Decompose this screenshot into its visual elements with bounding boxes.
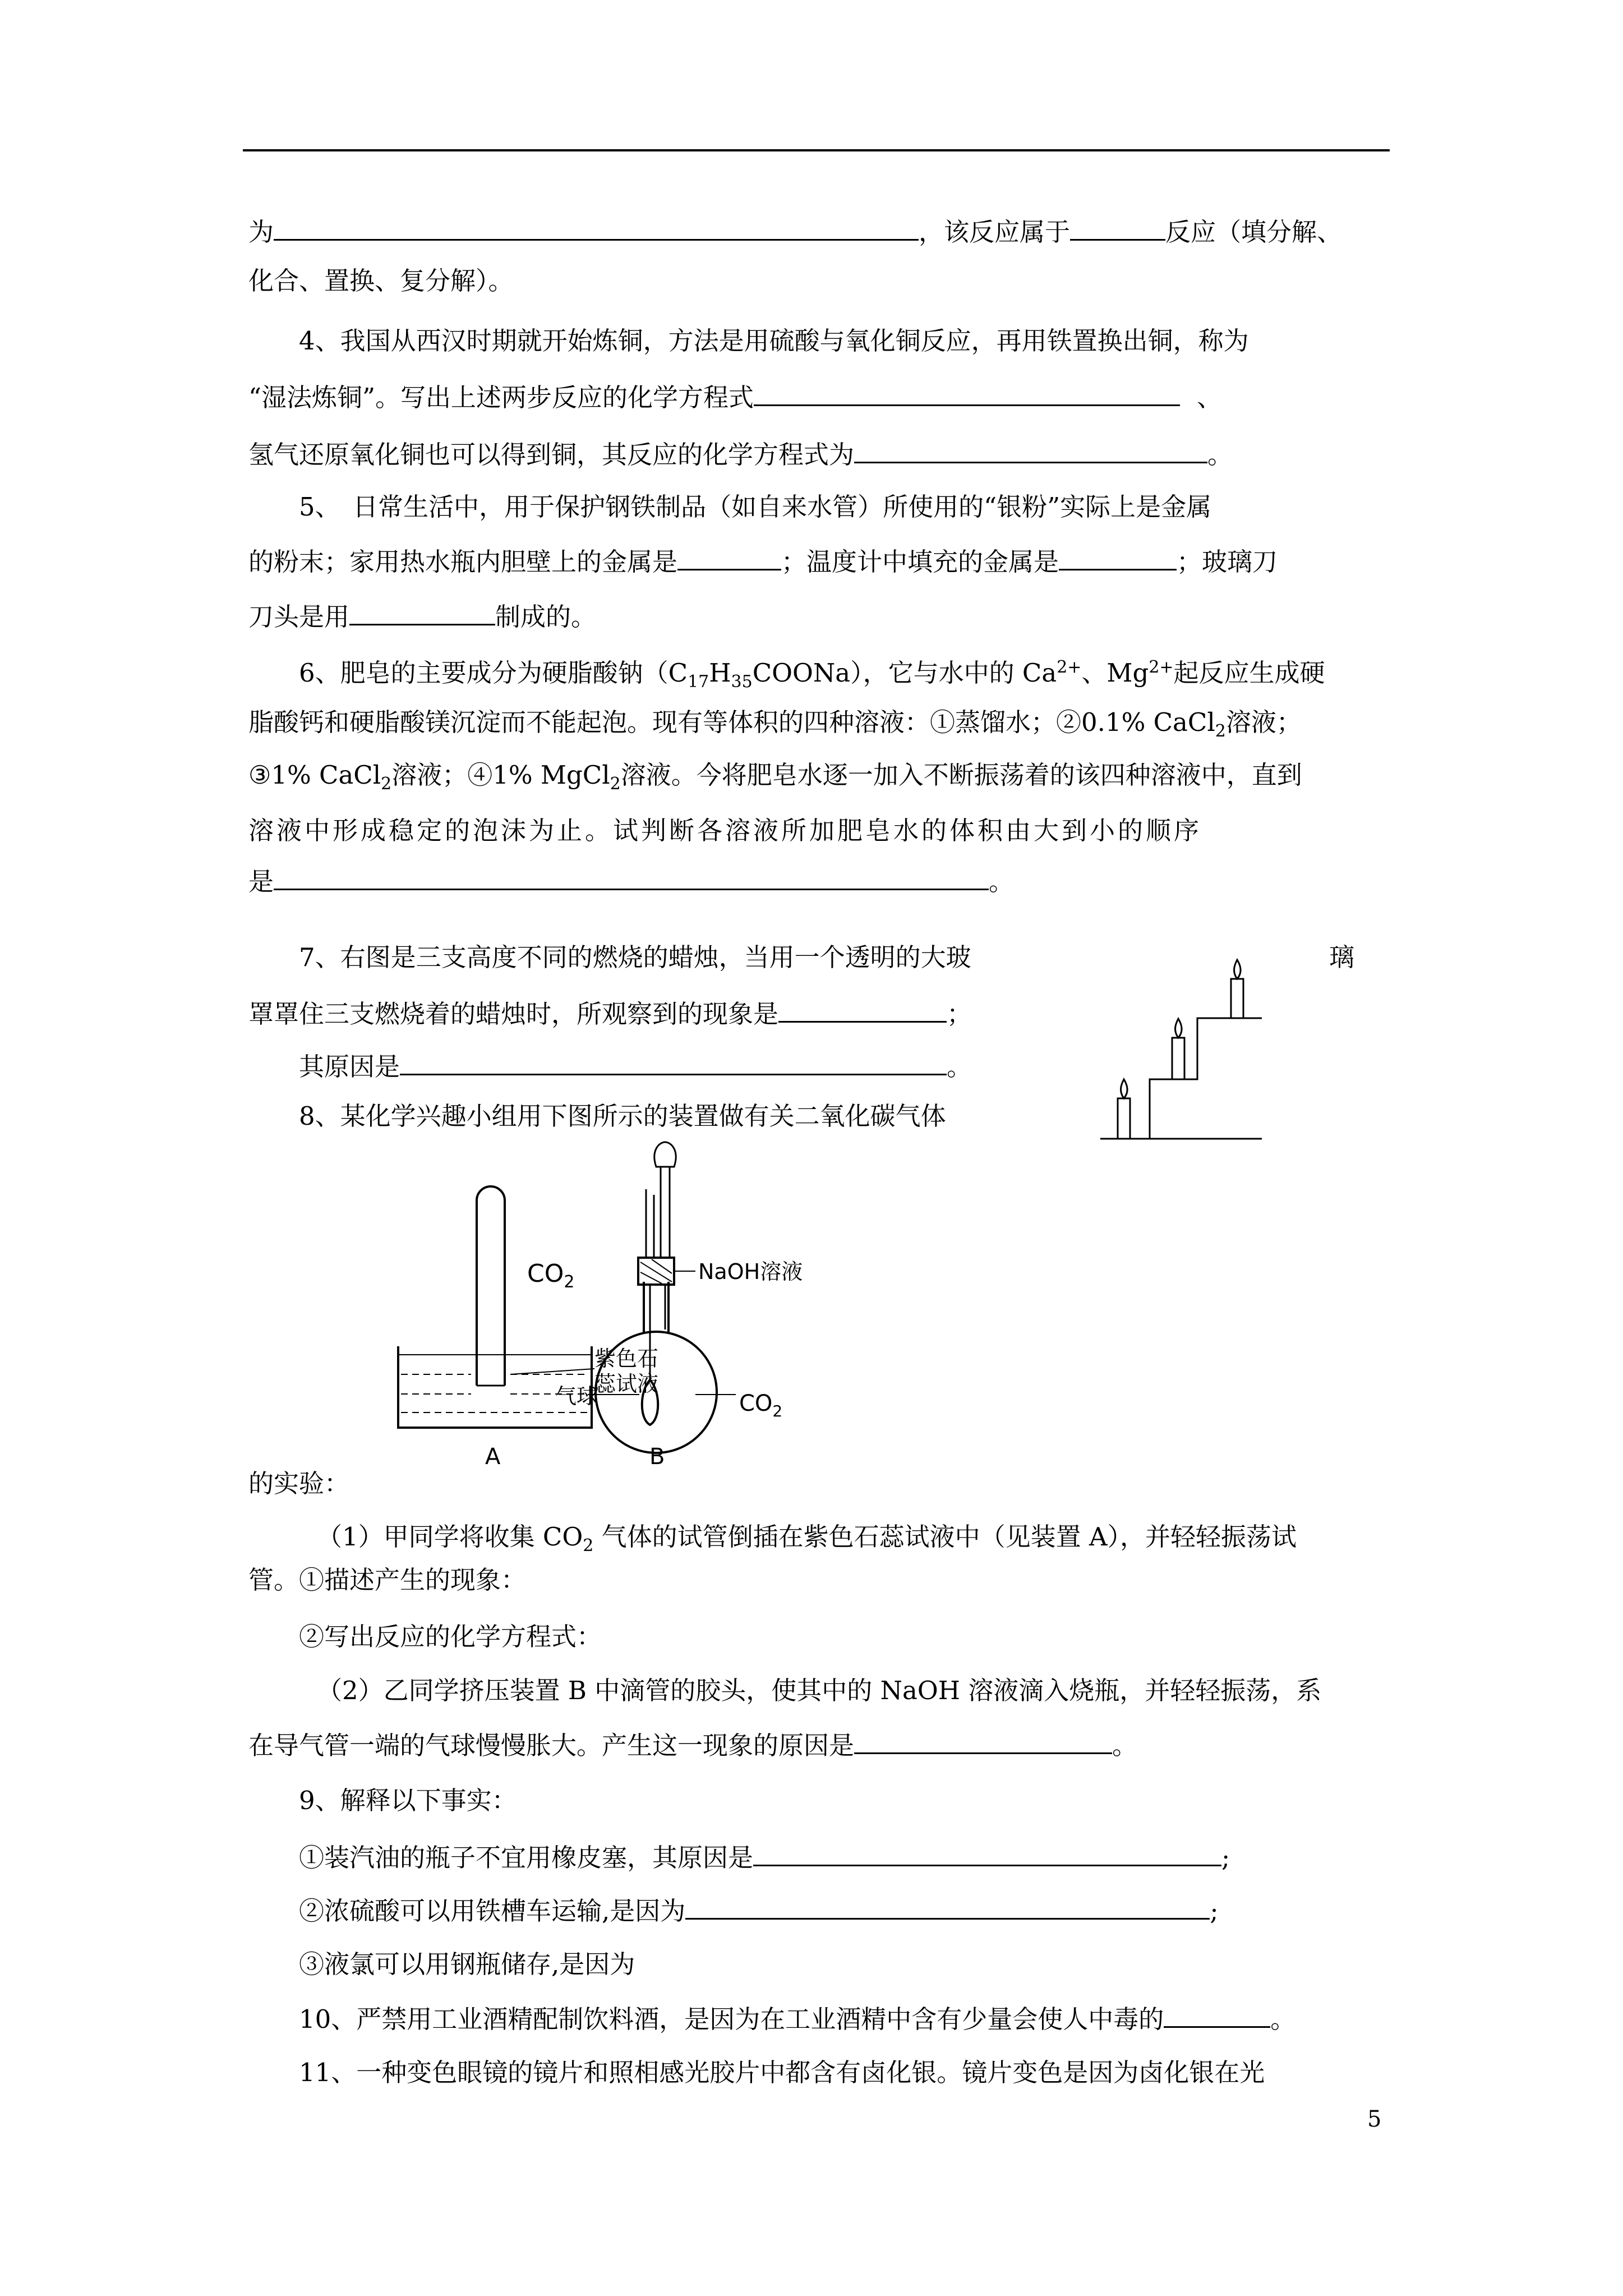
q6-line-1: 6、肥皂的主要成分为硬脂酸钠$(C_{17}H_{35}COONa)$，它与水中的 $Ca^{2+}$、$Mg^{2+}$起反应生成硬: [299, 657, 1325, 692]
q8-line-2: 的实验：: [248, 1469, 350, 1498]
flame-low: [1121, 1079, 1128, 1098]
label-a: A: [485, 1444, 501, 1470]
q7-line-2: 罩罩住三支燃烧着的蜡烛时，所观察到的现象是 ；: [248, 996, 1393, 1031]
test-tube: [477, 1186, 505, 1386]
dropper-bulb: [654, 1142, 676, 1167]
q7-line-1: 7、右图是三支高度不同的燃烧的蜡烛，当用一个透明的大玻: [299, 942, 971, 972]
header-rule: [243, 149, 1390, 151]
co2-label-a: $CO_2$: [527, 1259, 575, 1292]
q4-line-1: 4、我国从西汉时期就开始炼铜，方法是用硫酸与氧化铜反应，再用铁置换出铜，称为: [299, 326, 1249, 356]
dropper-tube: [661, 1167, 670, 1258]
q3-line-1: 为 ，该反应属于 反应（填分解、: [248, 214, 1393, 249]
litmus-label-2: 蕊试液: [594, 1372, 659, 1396]
answer-blank[interactable]: [778, 996, 947, 1023]
page-number: 5: [1367, 2106, 1382, 2132]
q3-line-2: 化合、置换、复分解）。: [248, 266, 514, 296]
q8-part2-line-2: 在导气管一端的气球慢慢胀大。产生这一现象的原因是 。: [248, 1728, 1393, 1763]
answer-blank[interactable]: [754, 380, 1180, 406]
q6-line-3: ③1% CaCl$_2$溶液；④1% MgCl$_2$溶液。今将肥皂水逐一加入不断振荡着的该四种溶液中，直到: [248, 760, 1302, 794]
q8-part1-line-1: （1）甲同学将收集 $CO_2$ 气体的试管倒插在紫色石蕊试液中（见装置 A），并轻轻振荡试: [317, 1522, 1297, 1556]
q7-line-1-end: 璃: [1329, 942, 1355, 972]
answer-blank[interactable]: [677, 544, 781, 570]
q5-line-3: 刀头是用 制成的。: [248, 599, 1393, 634]
candle-mid: [1172, 1038, 1184, 1079]
q8-part2-line-1: （2）乙同学挤压装置 B 中滴管的胶头，使其中的 NaOH 溶液滴入烧瓶，并轻轻振荡，系: [317, 1676, 1322, 1705]
glass-tube-left: [646, 1189, 654, 1258]
answer-blank[interactable]: [400, 1049, 947, 1075]
svg-text:CO2: $CO_2$: [739, 1391, 783, 1420]
answer-blank[interactable]: [1059, 544, 1177, 570]
q6-line-5: 是 。: [248, 864, 1393, 899]
naoh-label: NaOH溶液: [698, 1259, 803, 1284]
label-b: B: [649, 1444, 665, 1470]
answer-blank[interactable]: [349, 599, 495, 625]
flame-high: [1234, 960, 1241, 979]
co2-b-text: [739, 1386, 806, 1425]
q8-part1-line-2: 管。①描述产生的现象：: [248, 1565, 527, 1595]
q8-part1-line-3: ②写出反应的化学方程式：: [299, 1622, 602, 1651]
q4-line-2: “湿法炼铜”。写出上述两步反应的化学方程式 、: [248, 380, 1393, 415]
answer-blank[interactable]: [1070, 214, 1165, 241]
candle-high: [1231, 979, 1243, 1018]
q8-line-1: 8、某化学兴趣小组用下图所示的装置做有关二氧化碳气体: [299, 1101, 946, 1131]
q5-line-2: 的粉末；家用热水瓶内胆壁上的金属是 ；温度计中填充的金属是 ；玻璃刀: [248, 544, 1393, 579]
answer-blank[interactable]: [1164, 2001, 1270, 2028]
answer-blank[interactable]: [753, 1840, 1221, 1866]
answer-blank[interactable]: [685, 1893, 1210, 1920]
q7-line-3: 其原因是 。: [299, 1049, 1443, 1084]
q9-item-2: ②浓硫酸可以用铁槽车运输,是因为 ;: [299, 1893, 1443, 1928]
q9-title: 9、解释以下事实：: [299, 1786, 517, 1815]
answer-blank[interactable]: [274, 864, 989, 890]
q10-line: 10、严禁用工业酒精配制饮料酒，是因为在工业酒精中含有少量会使人中毒的 。: [299, 2001, 1443, 2036]
answer-blank[interactable]: [854, 437, 1207, 463]
q6-line-4: 溶液中形成稳定的泡沫为止。试判断各溶液所加肥皂水的体积由大到小的顺序: [248, 816, 1202, 845]
answer-blank[interactable]: [274, 214, 919, 241]
q4-line-3: 氢气还原氧化铜也可以得到铜，其反应的化学方程式为 。: [248, 437, 1393, 472]
q6-line-2: 脂酸钙和硬脂酸镁沉淀而不能起泡。现有等体积的四种溶液：①蒸馏水；②0.1% CaCl$_2$溶液；: [248, 707, 1302, 741]
apparatus-figure: [393, 1144, 803, 1481]
litmus-label-1: 紫色石: [594, 1346, 659, 1371]
flame-mid: [1175, 1019, 1182, 1038]
q9-item-3: ③液氯可以用钢瓶储存,是因为: [299, 1949, 635, 1979]
answer-blank[interactable]: [854, 1728, 1112, 1754]
q5-line-1: 5、 日常生活中，用于保护钢铁制品（如自来水管）所使用的“银粉”实际上是金属: [299, 492, 1212, 522]
q9-item-1: ①装汽油的瓶子不宜用橡皮塞，其原因是 ;: [299, 1840, 1443, 1875]
q11-line: 11、一种变色眼镜的镜片和照相感光胶片中都含有卤化银。镜片变色是因为卤化银在光: [299, 2058, 1265, 2087]
balloon-label: 气球: [555, 1384, 598, 1409]
